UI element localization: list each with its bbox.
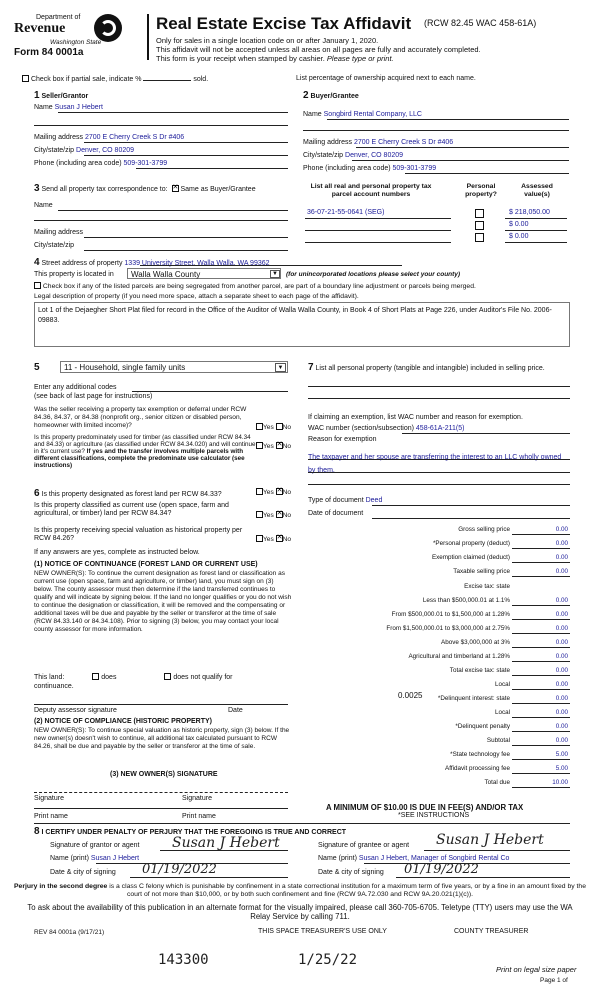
personal-property-checkbox[interactable] [475,221,484,230]
tax-row-value: 0.00 [555,667,568,674]
personal-col-header: Personal property? [465,183,497,199]
buyer-city-row: City/state/zip Denver, CO 80209 [303,152,404,159]
tax-row-value: 5.00 [555,765,568,772]
legal-description[interactable] [34,302,570,347]
local-rate: 0.0025 [398,691,423,700]
tax-row-value: 0.00 [555,737,568,744]
buyer-mailing-line [356,147,569,148]
segregate-row: Check box if any of the listed parcels are being segregated from another parcel, are part of a boundary line adjustment or parcels being merged. [34,282,476,291]
timber-question: Is this property predominately used for timber (as classified under RCW 84.34 and 84.33) or agriculture (as classified under RCW 84.34.020) and will continue in it's current use? If yes and the transfer involves multiple parcels with different classifications, complete the predominate use calculator (see instructions) [34,434,256,470]
exemption-yes-no: Yes No [256,423,291,432]
compliance-title: (2) NOTICE OF COMPLIANCE (HISTORIC PROPERTY) [34,718,212,725]
dor-logo [6,12,128,60]
grantor-date-line [130,877,288,878]
answers-instruction: If any answers are yes, complete as instructed below. [34,549,200,556]
does-qualify-checkbox[interactable] [92,673,99,680]
tax-row-line [512,731,570,732]
legal-paper-note: Print on legal size paper [496,965,577,974]
tax-row-value: 10.00 [552,779,568,786]
tax-row-value: 5.00 [555,751,568,758]
buyer-city-line [352,160,569,161]
forest-question: 6 Is this property designated as forest land per RCW 84.33? [34,488,222,499]
tax-row [308,597,570,607]
buyer-name-line [327,119,569,120]
assessed-line [505,230,567,231]
tax-row-label: Gross selling price [458,526,510,533]
tax-row-label: Above $3,000,000 at 3% [441,639,510,646]
street-line [140,265,402,266]
grantee-date-row: Date & city of signing [318,869,384,876]
use-code-value: 11 - Household, single family units [64,363,186,372]
tax-row-line [512,717,570,718]
legal-label: Legal description of property (if you need more space, attach a separate sheet to each page of the affidavit). [34,293,359,300]
legal-text: Lot 1 of the Dejaegher Short Plat filed for record in the Office of the Auditor of Walla Walla County, in Book 4 of Short Plats at Page 226, under Auditor's File No. 2006-09883. [38,307,552,324]
perjury-notice: Perjury in the second degree is a class C felony which is punishable by confinement in a state correctional institution for a maximum term of five years, or by a fine in an amount fixed by the court of not more than $10,000, or by both such confinement and fine (RCW 9A.72.030 and RCW 9A.20.021(1)(c)). [14,883,586,898]
header-note-1: Only for sales in a single location code on or after January 1, 2020. [156,36,379,45]
segregate-checkbox[interactable] [34,282,41,289]
tax-row [308,709,570,719]
tax-row-line [512,773,570,774]
deputy-label: Deputy assessor signature [34,707,117,714]
alternate-format-note: To ask about the availability of this publication in an alternate format for the visually impaired, please call 360-705-6705. Teletype (TTY) users may use the WA Relay Service by calling 711. [27,903,573,921]
tax-row-line [512,576,570,577]
grantee-signature: Susan J Hebert [436,832,544,848]
tax-row-value: 0.00 [555,639,568,646]
header-note-3: This form is your receipt when stamped by cashier. Please type or print. [156,54,394,63]
section3-heading: 3 Send all property tax correspondence to: ✕ Same as Buyer/Grantee [34,183,256,195]
owner-print-label-2: Print name [182,813,216,820]
county-select[interactable] [127,268,281,279]
buyer-name-line2 [303,130,569,131]
tax-row-label: Excise tax: state [464,583,510,590]
tax-row-label: From $1,500,000.01 to $3,000,000 at 2.75% [386,625,510,632]
tax-row [308,723,570,733]
codes-note: (see back of last page for instructions) [34,393,153,400]
parcel-col-header: List all real and personal property tax parcel account numbers [310,183,432,199]
tax-row [308,765,570,775]
tax-row-value: 0.00 [555,625,568,632]
historic-yes-no: Yes ✕ No [256,535,291,544]
compliance-body: NEW OWNER(S): To continue special valuation as historic property, sign (3) below. If the new owner(s) doesn't wish to continue, all additional tax calculated pursuant to RCW 84.26, shall be due and payable by the seller or transferor at the time of sale. [34,727,290,751]
seller-mailing-row: Mailing address 2700 E Cherry Creek S Dr #406 [34,134,185,141]
owner-signature-label-2: Signature [182,795,212,802]
exemption-no-checkbox[interactable] [276,423,283,430]
section7-line2 [308,398,570,399]
section7-line [308,386,570,387]
tax-row-value: 0.00 [555,653,568,660]
personal-property-checkbox[interactable] [475,209,484,218]
tax-row-label: Affidavit processing fee [445,765,510,772]
historic-question: Is this property receiving special valuation as historical property per RCW 84.26? [34,527,243,543]
tax-row-label: Taxable selling price [453,568,510,575]
tax-row-line [512,689,570,690]
grantor-date-row: Date & city of signing [50,869,116,876]
tax-row-label: *State technology fee [450,751,510,758]
grantee-signature-label: Signature of grantee or agent [318,842,410,849]
tax-row-label: *Delinquent interest: state [437,695,510,702]
continuance-label: continuance. [34,683,74,690]
tax-row-line [512,619,570,620]
county-value: Walla Walla County [131,270,201,279]
seller-heading: 1 Seller/Grantor [34,90,89,101]
section8-top-line [34,823,570,824]
tax-row [308,639,570,649]
stamp-number: 143300 [158,952,209,968]
tax-row [308,751,570,761]
assessed-col-header: Assessed value(s) [521,183,553,199]
continuance-title: (1) NOTICE OF CONTINUANCE (FOREST LAND OR CURRENT USE) [34,561,258,568]
parcel-line [305,218,451,219]
tax-row [308,540,570,550]
reason-line2 [308,472,570,473]
certify-heading: 8 I CERTIFY UNDER PENALTY OF PERJURY THAT THE FOREGOING IS TRUE AND CORRECT [34,826,347,837]
tax-row-line [512,605,570,606]
seller-name-line [58,112,288,113]
personal-property-checkbox[interactable] [475,233,484,242]
continuance-body: NEW OWNER(S): To continue the current designation as forest land or classification as current use (open space, farm and agriculture, or timber) land, you must sign on (3) below. The county assessor must then determine if the land transferred continues to qualify and will indicate by signing below. If the land no longer qualifies or you do not wish to continue the designation or classification, it will be removed and the compensating or additional taxes will be due and payable by the seller or transferor at the time of sale (RCW 84.33.140 or 84.34.108). Prior to signing (3) below, you may contact your local county assessor for more information. [34,570,292,634]
dor-revenue: Revenue [14,21,66,36]
owner-print-line [34,808,288,809]
dor-dept: Department of [36,14,81,21]
same-as-buyer-checkbox[interactable] [172,185,179,192]
grantee-date: 01/19/2022 [404,862,479,877]
unincorporated-note: (for unincorporated locations please select your county) [286,271,461,278]
wac-row: WAC number (section/subsection) 458-61A-211(5) [308,425,465,432]
section3-city-label: City/state/zip [34,242,75,249]
ownership-note: List percentage of ownership acquired next to each name. [296,75,476,82]
tax-row-label: Local [494,709,510,716]
tax-row [308,779,570,789]
use-code-dropdown-icon[interactable]: ▼ [275,363,286,372]
tax-row [308,568,570,578]
parcel-row [305,233,567,243]
new-owner-title: (3) NEW OWNER(S) SIGNATURE [110,771,218,778]
tax-row [308,737,570,747]
tax-row-value: 0.00 [555,597,568,604]
owner-signature-label: Signature [34,795,64,802]
tax-row-value: 0.00 [555,709,568,716]
revision: REV 84 0001a (9/17/21) [34,929,105,936]
owner-sig-line [34,792,288,793]
located-label: This property is located in [34,271,114,278]
reason-line1 [308,459,570,460]
doc-type-row: Type of document Deed [308,497,383,504]
county-treasurer: COUNTY TREASURER [454,928,529,935]
tax-row-label: Exemption claimed (deduct) [431,554,510,561]
grantee-name-row: Name (print) Susan J Hebert, Manager of Songbird Rental Co [318,855,510,862]
timber-yes-checkbox[interactable] [256,442,263,449]
grantor-name-row: Name (print) Susan J Hebert [50,855,140,862]
tax-row [308,695,570,705]
doc-date-line [372,518,570,519]
seller-city-line [84,155,288,156]
assessed-value: $ 0.00 [509,221,529,228]
wac-line [402,433,570,434]
exemption-question: Was the seller receiving a property tax exemption or deferral under RCW 84.36, 84.37, or 84.38 (nonprofit org., senior citizen or disabled person, homeowner with limited income)? [34,406,247,429]
assessed-line [505,242,567,243]
current-use-yes-no: Yes ✕ No [256,511,291,520]
section4-street: 4 Street address of property 1339 University Street, Walla Walla, WA 99362 [34,257,270,268]
tax-row [308,554,570,564]
grantor-signature: Susan J Hebert [172,835,280,851]
exemption-yes-checkbox[interactable] [256,423,263,430]
tax-row-value: 0.00 [555,695,568,702]
tax-row [308,611,570,621]
tax-row-label: Total due [484,779,510,786]
dor-state: Washington State [50,39,102,46]
doc-type-line [372,505,570,506]
section3-name-line [58,210,288,211]
form-rcw: (RCW 82.45 WAC 458-61A) [424,18,537,28]
tax-row [308,681,570,691]
section3-city-line [84,250,288,251]
use-code-select[interactable] [60,361,288,373]
tax-row-line [512,548,570,549]
header-divider [147,14,149,60]
timber-yes-no: Yes ✕ No [256,442,291,451]
tax-row-label: From $500,000.01 to $1,500,000 at 1.28% [391,611,510,618]
county-dropdown-icon[interactable]: ▼ [270,270,280,278]
reason-label: Reason for exemption [308,436,377,443]
grantee-date-line [396,877,570,878]
form-number: Form 84 0001a [14,47,84,58]
partial-sale: Check box if partial sale, indicate % sold. [22,75,208,84]
header-note-2: This affidavit will not be accepted unless all areas on all pages are fully and accurately completed. [156,45,481,54]
seller-phone-row: Phone (including area code) 509-301-3799 [34,160,168,167]
tax-row-line [512,647,570,648]
historic-no-checkbox[interactable] [276,535,283,542]
section3-mailing-label: Mailing address [34,229,84,236]
assessed-line [505,218,567,219]
does-not-qualify-checkbox[interactable] [164,673,171,680]
seller-mailing-line [84,142,288,143]
tax-row-label: Subtotal [486,737,510,744]
section3-name-label: Name [34,202,53,209]
partial-sale-checkbox[interactable] [22,75,29,82]
tax-row-label: Less than $500,000.01 at 1.1% [422,597,510,604]
tax-row-line [512,675,570,676]
current-use-no-checkbox[interactable] [276,511,283,518]
tax-row-line [512,661,570,662]
section3-name-line2 [34,220,288,221]
deputy-date-label: Date [228,707,243,714]
dor-logo-swirl [100,20,116,36]
tax-row-label: Total excise tax: state [449,667,510,674]
buyer-phone-line [405,173,569,174]
section3-mailing-line [84,237,288,238]
tax-row [308,583,570,593]
grantor-date: 01/19/2022 [142,862,217,877]
tax-row-line [512,633,570,634]
page-number: Page 1 of [540,977,568,984]
reason-line3 [308,484,570,485]
tax-row-value: 0.00 [555,611,568,618]
codes-label: Enter any additional codes [34,384,117,391]
doc-date-label: Date of document [308,510,364,517]
tax-row-value: 0.00 [555,540,568,547]
tax-row [308,625,570,635]
see-instructions: *SEE INSTRUCTIONS [398,812,470,819]
tax-row-line [512,787,570,788]
historic-yes-checkbox[interactable] [256,535,263,542]
reason-text: The taxpayer and her spouse are transferring the interest to an LLC wholly owned by them. [308,454,562,475]
tax-row-value: 0.00 [555,554,568,561]
current-use-question: Is this property classified as current use (open space, farm and agricultural, or timber) land per RCW 84.34? [34,502,229,518]
land-qualify-row: This land: does does not qualify for [34,674,233,681]
tax-row-value: 0.00 [555,723,568,730]
assessed-value: $ 218,050.00 [509,209,550,216]
seller-phone-line [136,168,288,169]
codes-line [132,391,288,392]
buyer-phone-row: Phone (including area code) 509-301-3799 [303,165,437,172]
tax-row-value: 0.00 [555,568,568,575]
buyer-mailing-row: Mailing address 2700 E Cherry Creek S Dr #406 [303,139,454,146]
tax-row-line [512,759,570,760]
parcel-row [305,209,567,219]
tax-row [308,526,570,536]
tax-row-line [512,745,570,746]
tax-row-value: 0.00 [555,681,568,688]
deputy-line [34,704,288,705]
section7-label: 7 List all personal property (tangible and intangible) included in selling price. [308,362,545,373]
tax-row-line [512,562,570,563]
treasurer-use: THIS SPACE TREASURER'S USE ONLY [258,928,387,935]
current-use-yes-checkbox[interactable] [256,511,263,518]
tax-row-label: *Delinquent penalty [455,723,510,730]
tax-row [308,653,570,663]
grantee-sig-line [424,850,570,851]
buyer-name-row: Name Songbird Rental Company, LLC [303,111,422,118]
tax-row-label: Local [494,681,510,688]
seller-name-row: Name Susan J Hebert [34,104,103,111]
exemption-claim-label: If claiming an exemption, list WAC number and reason for exemption. [308,414,523,421]
tax-row-line [512,534,570,535]
stamp-date: 1/25/22 [298,952,358,968]
minimum-due-note: A MINIMUM OF $10.00 IS DUE IN FEE(S) AND/OR TAX [326,803,524,812]
parcel-line [305,242,451,243]
grantor-signature-label: Signature of grantor or agent [50,842,140,849]
seller-name-line2 [34,125,288,126]
parcel-line [305,230,451,231]
assessed-value: $ 0.00 [509,233,529,240]
buyer-heading: 2 Buyer/Grantee [303,90,359,101]
parcel-number: 36-07-21-55-0641 (SEG) [307,209,385,216]
tax-row-line [512,703,570,704]
forest-yes-no: Yes ✕ No [256,488,291,497]
timber-no-checkbox[interactable] [276,442,283,449]
tax-row-label: *Personal property (deduct) [432,540,510,547]
section5-number: 5 [34,362,40,373]
form-title: Real Estate Excise Tax Affidavit [156,14,412,33]
forest-no-checkbox[interactable] [276,488,283,495]
forest-yes-checkbox[interactable] [256,488,263,495]
seller-city-row: City/state/zip Denver, CO 80209 [34,147,135,154]
owner-print-label: Print name [34,813,68,820]
tax-row-label: Agricultural and timberland at 1.28% [408,653,510,660]
tax-row-value: 0.00 [555,526,568,533]
parcel-row [305,221,567,231]
tax-row [308,667,570,677]
